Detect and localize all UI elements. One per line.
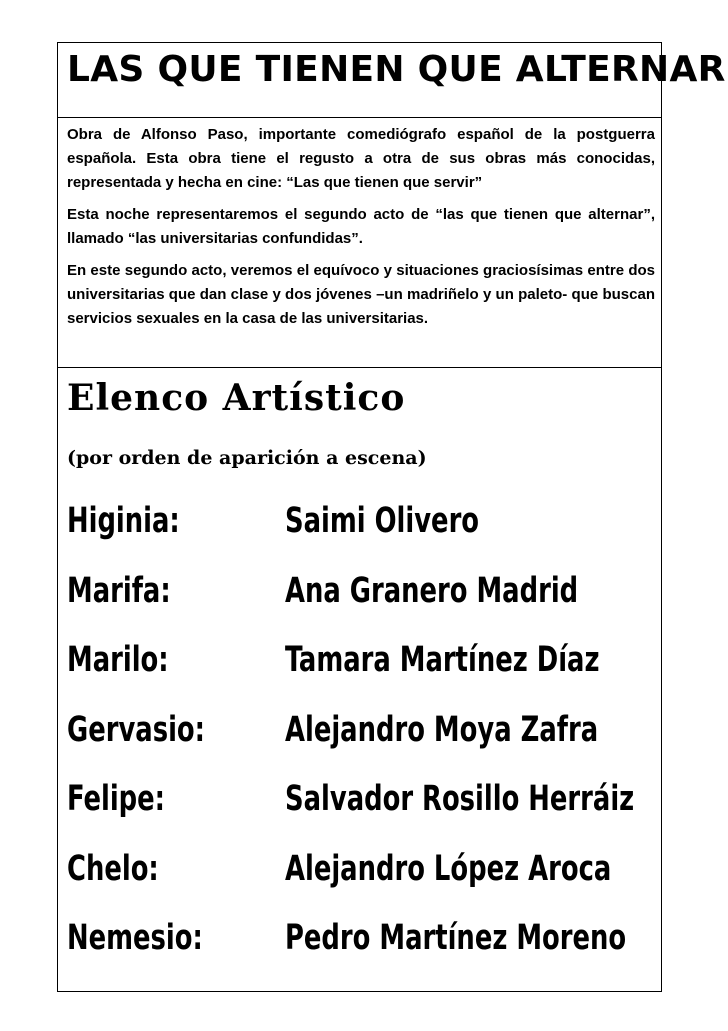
role-name: Nemesio: — [67, 918, 203, 958]
intro-paragraph: Obra de Alfonso Paso, importante comediógrafo español de la postguerra española. Esta obra tiene el regusto a otra de sus obras más conocidas, representada y hecha en cine: “Las que tienen que servir” — [67, 126, 655, 191]
intro-paragraph: Esta noche representaremos el segundo acto de “las que tienen que alternar”, llamado “las universitarias confundidas”. — [67, 206, 655, 247]
title-box — [58, 43, 726, 118]
cast-row — [67, 640, 657, 710]
actor-name: Ana Granero Madrid — [285, 570, 579, 611]
page-title: LAS QUE TIENEN QUE ALTERNAR — [67, 49, 726, 90]
cast-row — [67, 710, 657, 780]
cast-row — [67, 571, 657, 641]
cast-row — [67, 501, 657, 571]
cast-list — [67, 501, 657, 988]
actor-name: Salvador Rosillo Herráiz — [285, 779, 635, 819]
role-name: Higinia: — [67, 501, 180, 541]
cast-row — [67, 779, 657, 849]
program-frame — [57, 42, 726, 992]
actor-name: Alejandro López Aroca — [285, 848, 612, 889]
actor-name: Saimi Olivero — [285, 501, 480, 541]
cast-subtitle: (por orden de aparición a escena) — [67, 447, 427, 469]
role-name: Chelo: — [67, 848, 159, 889]
actor-name: Pedro Martínez Moreno — [285, 918, 627, 958]
intro-paragraph: En este segundo acto, veremos el equívoco y situaciones graciosísimas entre dos universitarias que dan clase y dos jóvenes –un madriñelo y un paleto- que buscan servicios sexuales en la casa de las universitarias. — [67, 262, 655, 327]
actor-name: Tamara Martínez Díaz — [285, 640, 600, 680]
section-divider — [58, 367, 661, 368]
intro-text — [67, 123, 655, 339]
role-name: Marilo: — [67, 640, 169, 680]
cast-row — [67, 849, 657, 919]
role-name: Marifa: — [67, 570, 171, 611]
actor-name: Alejandro Moya Zafra — [285, 709, 599, 750]
role-name: Gervasio: — [67, 709, 205, 750]
cast-title: Elenco Artístico — [67, 377, 406, 419]
role-name: Felipe: — [67, 779, 166, 819]
cast-row — [67, 918, 657, 988]
